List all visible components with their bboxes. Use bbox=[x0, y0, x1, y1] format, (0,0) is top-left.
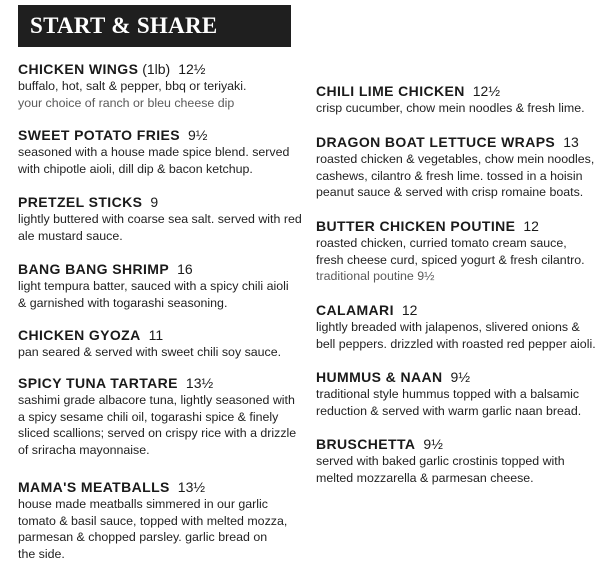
menu-item-description-line: lightly buttered with coarse sea salt. served with red bbox=[18, 212, 302, 226]
menu-item-description-line: the side. bbox=[18, 546, 65, 561]
menu-item-description-line: of sriracha mayonnaise. bbox=[18, 442, 150, 457]
menu-item-price: 12 bbox=[401, 302, 418, 318]
menu-item-price: 13 bbox=[563, 134, 579, 150]
menu-item-price: 12 bbox=[523, 218, 539, 234]
menu-item-description-line: seasoned with a house made spice blend. served bbox=[18, 145, 290, 159]
menu-item-name: HUMMUS & NAAN bbox=[316, 369, 443, 385]
menu-item-price: 9½ bbox=[423, 436, 443, 452]
menu-item-name: BUTTER CHICKEN POUTINE bbox=[316, 218, 516, 234]
menu-item-description-line: lightly breaded with jalapenos, slivered onions & bbox=[316, 320, 580, 334]
section-title: START & SHARE bbox=[30, 13, 218, 38]
menu-item bbox=[316, 301, 600, 352]
menu-item-price: 16 bbox=[177, 261, 193, 277]
section-title-banner bbox=[18, 5, 291, 47]
menu-item-header bbox=[18, 193, 308, 211]
menu-item-description-line: served with baked garlic crostinis topped with bbox=[316, 454, 565, 468]
menu-item-name: PRETZEL STICKS bbox=[18, 194, 143, 210]
menu-item bbox=[18, 60, 308, 111]
menu-item bbox=[316, 217, 600, 285]
menu-item bbox=[18, 193, 308, 244]
menu-item bbox=[18, 326, 308, 361]
menu-item-price: 12½ bbox=[178, 61, 206, 77]
menu-item-description-line: buffalo, hot, salt & pepper, bbq or teriyaki. bbox=[18, 79, 247, 93]
menu-item bbox=[316, 435, 600, 486]
menu-item-description-line: reduction & served with warm garlic naan bread. bbox=[316, 403, 582, 418]
menu-item-name: CALAMARI bbox=[316, 302, 394, 318]
menu-item-description-line: with chipotle aioli, dill dip & bacon ketchup. bbox=[18, 161, 253, 176]
menu-item-name: CHICKEN WINGS bbox=[18, 61, 139, 77]
menu-item-price: 13½ bbox=[177, 479, 206, 495]
menu-item-description-line: sashimi grade albacore tuna, lightly seasoned with bbox=[18, 393, 295, 407]
menu-item-description-line: a spicy sesame chili oil, togarashi spice & finely bbox=[18, 409, 279, 424]
menu-item-description-line: light tempura batter, sauced with a spicy chili aioli bbox=[18, 279, 289, 293]
menu-item-header bbox=[316, 368, 600, 386]
menu-item bbox=[18, 374, 308, 458]
menu-item-note: traditional poutine 9½ bbox=[316, 269, 435, 283]
menu-item-description-line: bell peppers. drizzled with roasted red pepper aioli. bbox=[316, 336, 596, 351]
menu-item-header bbox=[316, 217, 600, 235]
menu-item-name: MAMA'S MEATBALLS bbox=[18, 479, 170, 495]
menu-item-header bbox=[316, 133, 600, 151]
menu-item-note: your choice of ranch or bleu cheese dip bbox=[18, 95, 235, 110]
menu-item-description-line: traditional style hummus topped with a balsamic bbox=[316, 387, 580, 401]
menu-item-price: 12½ bbox=[472, 83, 501, 99]
menu-item bbox=[18, 260, 308, 311]
menu-item bbox=[316, 368, 600, 419]
menu-item-description-line: peanut sauce & served with crisp romaine boats. bbox=[316, 185, 584, 199]
menu-item-header bbox=[316, 301, 600, 319]
menu-item-header bbox=[18, 60, 308, 78]
menu-item bbox=[316, 82, 600, 117]
menu-item-description-line: fresh cheese curd, spiced yogurt & fresh cilantro. bbox=[316, 252, 585, 267]
menu-item-name: SWEET POTATO FRIES bbox=[18, 127, 180, 143]
menu-item-header bbox=[18, 260, 308, 278]
menu-item-header bbox=[316, 82, 600, 100]
menu-item-price: 13½ bbox=[185, 375, 214, 391]
menu-item bbox=[18, 126, 308, 177]
menu-item-header bbox=[18, 326, 308, 344]
menu-item-name: BANG BANG SHRIMP bbox=[18, 261, 170, 277]
menu-item-description-line: pan seared & served with sweet chili soy sauce. bbox=[18, 345, 282, 359]
menu-item bbox=[316, 133, 600, 201]
menu-item-name: DRAGON BOAT LETTUCE WRAPS bbox=[316, 134, 556, 150]
menu-item-description-line: crisp cucumber, chow mein noodles & fresh lime. bbox=[316, 101, 585, 115]
menu-item-name: BRUSCHETTA bbox=[316, 436, 416, 452]
menu-item-description-line: tomato & basil sauce, topped with melted mozza, bbox=[18, 513, 288, 528]
menu-item-portion: (1lb) bbox=[138, 61, 171, 77]
menu-item-price: 9½ bbox=[188, 127, 208, 143]
menu-item bbox=[18, 478, 308, 562]
menu-item-header bbox=[18, 478, 308, 496]
menu-item-header bbox=[18, 126, 308, 144]
menu-item-name: CHICKEN GYOZA bbox=[18, 327, 141, 343]
menu-item-description-line: roasted chicken, curried tomato cream sauce, bbox=[316, 236, 567, 250]
menu-item-description-line: & garnished with togarashi seasoning. bbox=[18, 295, 228, 310]
menu-item-description-line: sliced scallions; served on crispy rice with a drizzle bbox=[18, 426, 297, 440]
menu-item-price: 9½ bbox=[450, 369, 470, 385]
menu-item-price: 11 bbox=[148, 327, 164, 343]
menu-item-description-line: ale mustard sauce. bbox=[18, 228, 123, 243]
menu-item-name: CHILI LIME CHICKEN bbox=[316, 83, 465, 99]
menu-item-price: 9 bbox=[150, 194, 159, 210]
menu-item-description-line: roasted chicken & vegetables, chow mein noodles, bbox=[316, 152, 595, 166]
menu-item-name: SPICY TUNA TARTARE bbox=[18, 375, 178, 391]
menu-item-description-line: parmesan & chopped parsley. garlic bread on bbox=[18, 530, 268, 544]
menu-item-header bbox=[316, 435, 600, 453]
menu-item-description-line: house made meatballs simmered in our garlic bbox=[18, 497, 268, 511]
menu-item-description-line: cashews, cilantro & fresh lime. tossed in a hoisin bbox=[316, 168, 583, 183]
menu-item-description-line: melted mozzarella & parmesan cheese. bbox=[316, 470, 534, 485]
menu-item-header bbox=[18, 374, 308, 392]
